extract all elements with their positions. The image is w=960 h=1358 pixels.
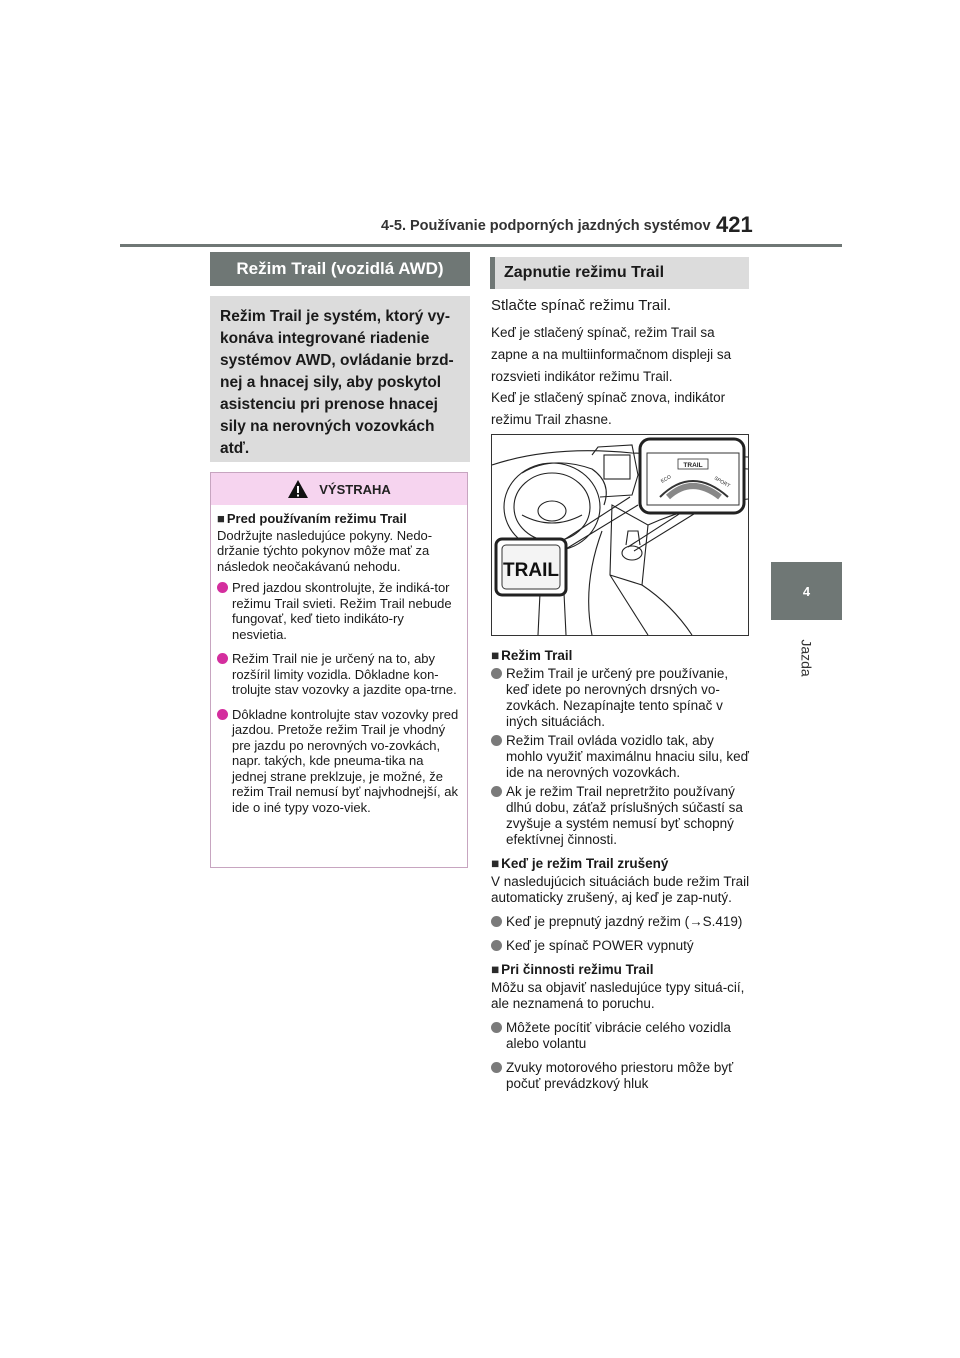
info-bullet-text: Režim Trail ovláda vozidlo tak, aby mohlo využiť maximálnu hnaciu silu, keď ide na nerovných vozovkách. xyxy=(506,733,749,780)
info-subheading xyxy=(491,856,751,872)
square-bullet-icon: ■ xyxy=(491,962,500,977)
display-trail-label: TRAIL xyxy=(683,462,703,469)
section-heading-trail-mode xyxy=(210,252,470,286)
info-text: Môžu sa objaviť nasledujúce typy situá-cií, ale neznamená to poruchu. xyxy=(491,980,745,1011)
info-section-trail-mode xyxy=(491,648,751,848)
info-bullet-text: Keď je spínač POWER vypnutý xyxy=(506,938,694,953)
bullet-dot-icon xyxy=(217,709,228,720)
sport-label: SPORT xyxy=(713,475,731,490)
info-bullet-text: Ak je režim Trail nepretržito používaný dlhú dobu, záťaž príslušných súčastí sa zvyšuje a systém nemusí byť schopný efektívnej činnosti. xyxy=(506,784,743,847)
section-heading-text: Režim Trail (vozidlá AWD) xyxy=(236,259,444,278)
eco-label: ECO xyxy=(660,474,673,485)
square-bullet-icon: ■ xyxy=(491,648,500,663)
info-subheading-text: Režim Trail xyxy=(501,648,573,663)
square-bullet-icon: ■ xyxy=(217,511,225,526)
chapter-label-text: Jazda xyxy=(798,639,815,677)
warning-bullet-text: Dôkladne kontrolujte stav vozovky pred jazdou. Pretože režim Trail je vhodný pre jazdu po nerovných vo-zovkách, napr. takých, kde pneuma-tika na jednej strane preklzuje, je možné, že režim Trail nemusí byť najvhodnejší, ak ide o iné typy vozo-viek. xyxy=(232,706,459,815)
bullet-dot-icon xyxy=(491,1062,502,1073)
chapter-label xyxy=(771,628,842,688)
info-bullet xyxy=(491,914,751,930)
warning-bullet-text: Pred jazdou skontrolujte, že indiká-tor režimu Trail svieti. Režim Trail nebude fungovať, keď tieto indikáto-ry nesvietia. xyxy=(232,580,452,642)
bullet-dot-icon xyxy=(217,653,228,664)
warning-bullet xyxy=(217,651,461,698)
step-text: Stlačte spínač režimu Trail. xyxy=(491,297,672,314)
info-bullet xyxy=(491,666,751,730)
chapter-tab xyxy=(771,562,842,620)
info-bullet xyxy=(491,1020,751,1052)
warning-subheading xyxy=(217,511,461,527)
info-subheading xyxy=(491,962,751,978)
chapter-number: 4 xyxy=(802,583,811,599)
square-bullet-icon: ■ xyxy=(491,856,500,871)
warning-body xyxy=(211,505,467,815)
bullet-dot-icon xyxy=(491,916,502,927)
info-bullet-text: Keď je prepnutý jazdný režim (→S.419) xyxy=(506,914,743,929)
info-bullet-text: Zvuky motorového priestoru môže byť počuť prevádzkový hluk xyxy=(506,1060,734,1091)
info-subheading xyxy=(491,648,751,664)
section-heading-text: Zapnutie režimu Trail xyxy=(504,264,665,281)
info-bullet xyxy=(491,1060,751,1092)
header-rule xyxy=(120,244,842,247)
bullet-dot-icon xyxy=(491,940,502,951)
intro-text: Režim Trail je systém, ktorý vy-konáva integrované riadenie systémov AWD, ovládanie brzd-nej a hnacej sily, aby poskytol asistenciu pri prenose hnacej sily na nerovných vozovkách atď. xyxy=(220,308,454,457)
warning-title: VÝSTRAHA xyxy=(319,481,391,497)
warning-box xyxy=(210,472,468,868)
info-bullet xyxy=(491,938,751,954)
section-title: 4-5. Používanie podporných jazdných systémov xyxy=(381,218,711,234)
warning-triangle-icon xyxy=(287,479,309,499)
info-subheading-text: Pri činnosti režimu Trail xyxy=(501,962,654,977)
note-text: Keď je stlačený spínač, režim Trail sa zapne a na multiinformačnom displeji sa rozsvieti indikátor režimu Trail. xyxy=(491,325,732,384)
info-bullet xyxy=(491,784,751,848)
page-number: 421 xyxy=(716,212,753,237)
trail-switch-illustration xyxy=(491,434,749,636)
info-subheading-text: Keď je režim Trail zrušený xyxy=(501,856,669,871)
intro-box xyxy=(210,296,470,462)
dashboard-drawing xyxy=(492,435,748,635)
warning-bullet xyxy=(217,580,461,642)
info-text: V nasledujúcich situáciách bude režim Trail automaticky zrušený, aj keď je zap-nutý. xyxy=(491,874,750,905)
info-bullet xyxy=(491,733,751,781)
warning-header xyxy=(211,473,467,505)
bullet-dot-icon xyxy=(491,1022,502,1033)
section-heading-enable-trail xyxy=(490,257,749,289)
bullet-dot-icon xyxy=(491,786,502,797)
warning-bullet-text: Režim Trail nie je určený na to, aby rozšíril limity vozidla. Dôkladne kon-trolujte stav vozovky a jazdite opa-trne. xyxy=(232,651,457,697)
info-sections xyxy=(491,646,751,1095)
bullet-dot-icon xyxy=(217,582,228,593)
warning-text: Dodržujte nasledujúce pokyny. Nedo-držanie týchto pokynov môže mať za následok neočakávanú nehodu. xyxy=(217,527,433,574)
info-bullet-text: Môžete pocítiť vibrácie celého vozidla alebo volantu xyxy=(506,1020,731,1051)
warning-subheading-text: Pred používaním režimu Trail xyxy=(226,511,407,526)
info-section-trail-active xyxy=(491,962,751,1092)
note-text: Keď je stlačený spínač znova, indikátor režimu Trail zhasne. xyxy=(491,390,726,427)
warning-bullet xyxy=(217,707,461,816)
bullet-dot-icon xyxy=(491,668,502,679)
bullet-dot-icon xyxy=(491,735,502,746)
info-section-trail-cancelled xyxy=(491,856,751,954)
info-bullet-text: Režim Trail je určený pre používanie, keď idete po nerovných drsných vo-zovkách. Nezapínajte tento spínač v iných situáciách. xyxy=(506,666,729,729)
switch-trail-label: TRAIL xyxy=(503,560,559,581)
